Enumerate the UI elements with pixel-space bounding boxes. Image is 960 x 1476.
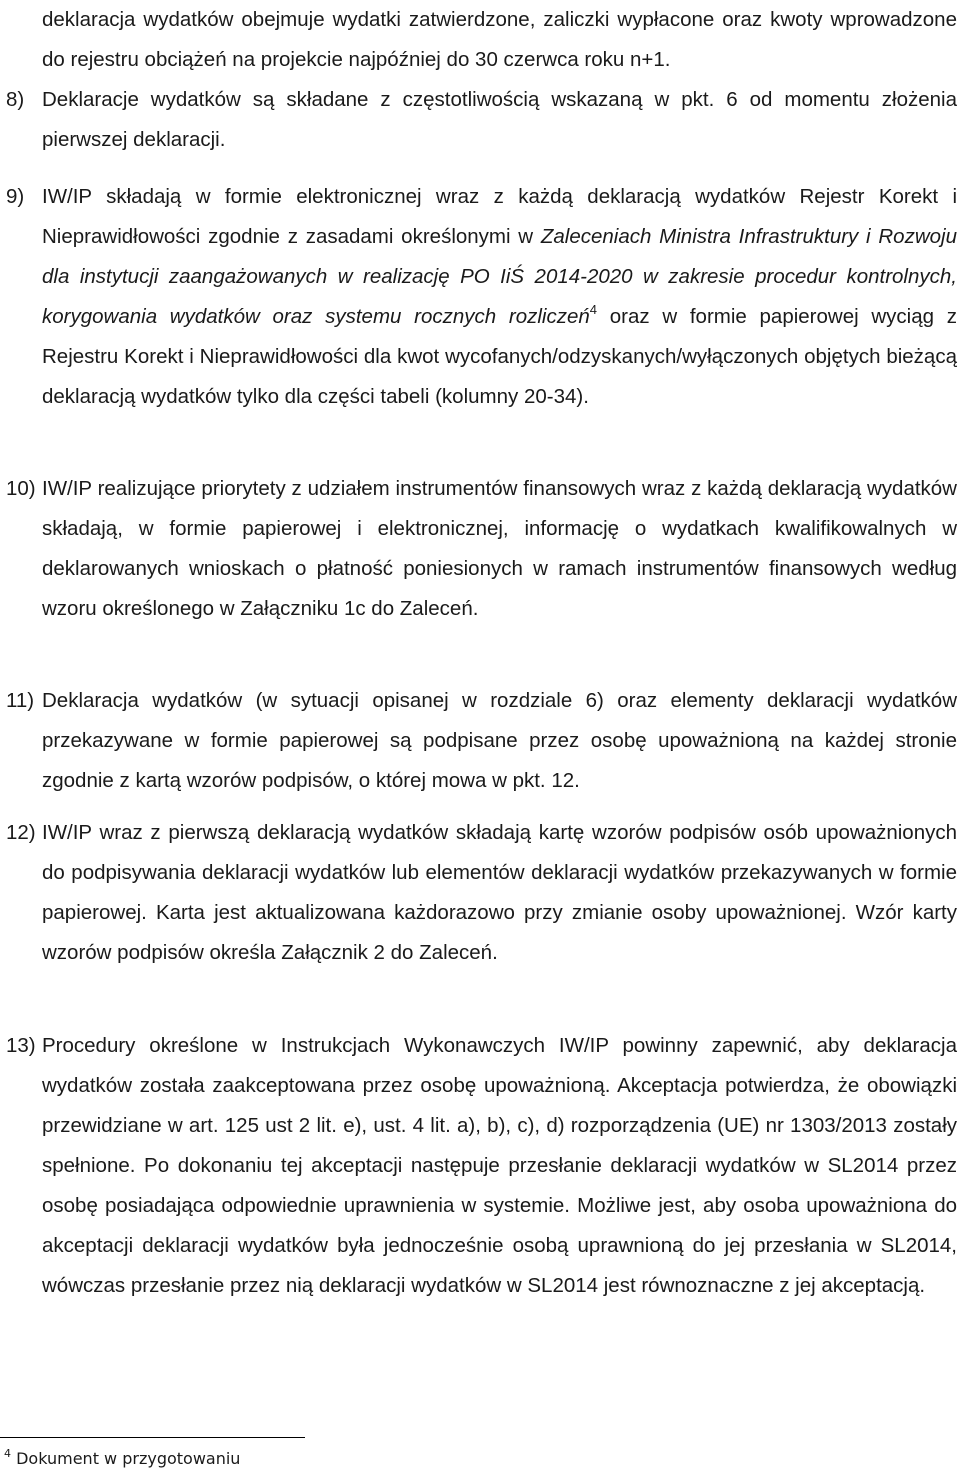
list-item-number: 13) [6,1034,36,1057]
list-item-number: 11) [6,689,35,712]
list-item-text: Deklaracja wydatków (w sytuacji opisanej w rozdziale 6) oraz elementy deklaracji wydatków przekazywane w formie papierowej są podpisane przez osobę upoważnioną na każdej stronie zgodnie z kartą wzorów podpisów, o której mowa w pkt. 12. [42,689,957,792]
list-item-text: IW/IP wraz z pierwszą deklaracją wydatków składają kartę wzorów podpisów osób upoważnionych do podpisywania deklaracji wydatków lub elementów deklaracji wydatków przekazywanych w formie papierowej. Karta jest aktualizowana każdorazowo przy zmianie osoby upoważnionej. Wzór karty wzorów podpisów określa Załącznik 2 do Zaleceń. [42,821,957,964]
list-item-text: Deklaracje wydatków są składane z częstotliwością wskazaną w pkt. 6 od momentu złożenia pierwszej deklaracji. [42,88,957,151]
list-item-text: Procedury określone w Instrukcjach Wykonawczych IW/IP powinny zapewnić, aby deklaracja wydatków została zaakceptowana przez osobę upoważnioną. Akceptacja potwierdza, że obowiązki przewidziane w art. 125 ust 2 lit. e), ust. 4 lit. a), b), c), d) rozporządzenia (UE) nr 1303/2013 zostały spełnione. Po dokonaniu tej akceptacji następuje przesłanie deklaracji wydatków w SL2014 przez osobę posiadająca odpowiednie uprawnienia w systemie. Możliwe jest, aby osoba upoważniona do akceptacji deklaracji wydatków była jednocześnie osobą uprawnioną do jej przesłania w SL2014, wówczas przesłanie przez nią deklaracji wydatków w SL2014 jest równoznaczne z jej akceptacją. [42,1034,957,1297]
footnote-number: 4 [4,1447,11,1460]
footnote-reference[interactable]: 4 [589,302,598,317]
list-item-11 [6,681,957,801]
list-item-10 [6,469,957,629]
footnote-text: Dokument w przygotowaniu [16,1449,241,1468]
list-item-9 [6,177,957,417]
list-item-text-continued: oraz w formie papierowej wyciąg z Rejestru Korekt i Nieprawidłowości dla kwot wycofanych/odzyskanych/wyłączonych objętych bieżącą deklaracją wydatków tylko dla części tabeli (kolumny 20-34). [42,305,958,408]
list-item-number: 10) [6,477,36,500]
footnote [4,1448,240,1470]
intro-paragraph: deklaracja wydatków obejmuje wydatki zatwierdzone, zaliczki wypłacone oraz kwoty wprowadzone do rejestru obciążeń na projekcie najpóźniej do 30 czerwca roku n+1. [42,8,957,71]
list-item-12 [6,813,957,973]
footnote-separator [0,1437,305,1438]
list-item-number: 9) [6,185,25,208]
list-item-number: 12) [6,821,36,844]
list-item-8 [6,80,957,160]
list-item-text: IW/IP składają w formie elektronicznej wraz z każdą deklaracją wydatków Rejestr Korekt i Nieprawidłowości zgodnie z zasadami określonymi w [42,185,957,248]
list-item-13 [6,1026,957,1306]
list-item-text: IW/IP realizujące priorytety z udziałem instrumentów finansowych wraz z każdą deklaracją wydatków składają, w formie papierowej i elektronicznej, informację o wydatkach kwalifikowalnych w deklarowanych wnioskach o płatność poniesionych w ramach instrumentów finansowych według wzoru określonego w Załączniku 1c do Zaleceń. [42,477,957,620]
cited-document-title: Zaleceniach Ministra Infrastruktury i Rozwoju dla instytucji zaangażowanych w realizację PO IiŚ 2014-2020 w zakresie procedur kontrolnych, korygowania wydatków oraz systemu rocznych rozliczeń [42,225,957,328]
list-item-number: 8) [6,88,25,111]
